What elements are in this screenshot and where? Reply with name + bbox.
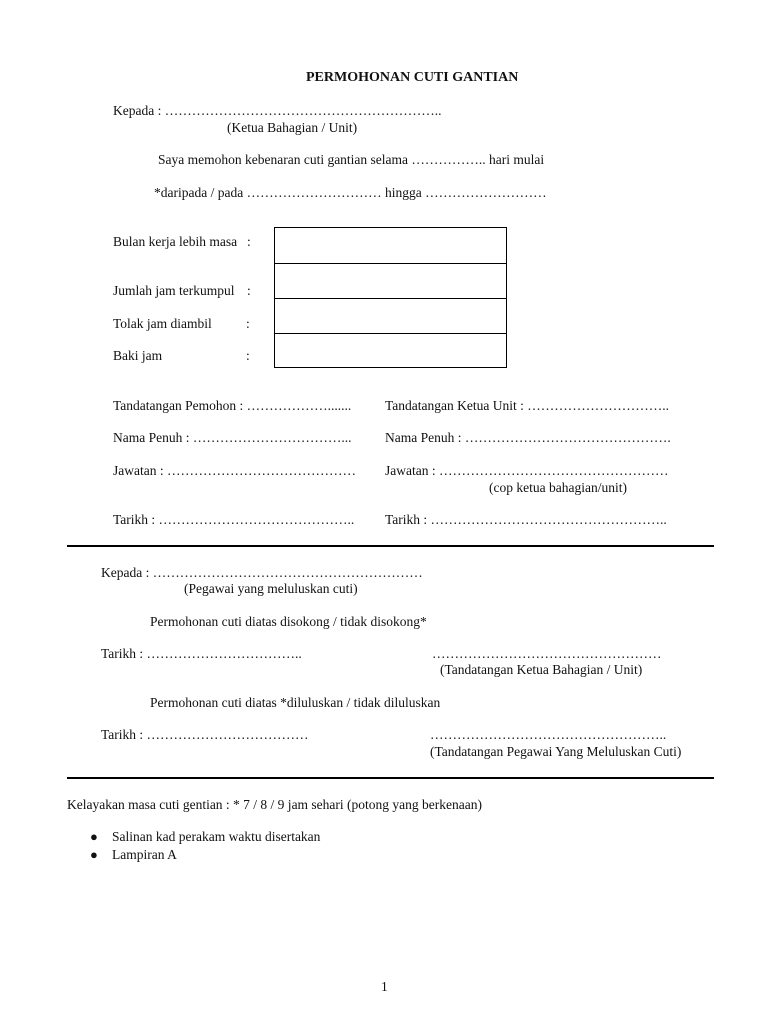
sign-ketua-line: …………………………………………… — [432, 646, 662, 661]
kepada-line: Kepada : …………………………………………………….. — [113, 103, 442, 118]
kepada-pegawai: Kepada : …………………………………………………… — [101, 565, 423, 580]
sign-ketua-note: (Tandatangan Ketua Bahagian / Unit) — [440, 662, 643, 677]
sign-pegawai-note: (Tandatangan Pegawai Yang Meluluskan Cuti) — [430, 744, 682, 759]
bullet-item-salinan: Salinan kad perakam waktu disertakan — [112, 829, 321, 844]
jumlah-jam-box[interactable] — [274, 263, 507, 299]
field-label-bulan: Bulan kerja lebih masa — [113, 234, 238, 249]
tolak-jam-box[interactable] — [274, 298, 507, 334]
field-label-baki: Baki jam — [113, 348, 163, 363]
tarikh-pemohon: Tarikh : …………………………………….. — [113, 512, 355, 527]
bullet-item-lampiran: Lampiran A — [112, 847, 177, 862]
cop-note: (cop ketua bahagian/unit) — [489, 480, 627, 495]
form-title: PERMOHONAN CUTI GANTIAN — [306, 70, 519, 85]
tandatangan-ketua-unit: Tandatangan Ketua Unit : ………………………….. — [385, 398, 670, 413]
kepada-note: (Ketua Bahagian / Unit) — [227, 120, 358, 135]
tandatangan-pemohon: Tandatangan Pemohon : ………………....... — [113, 398, 352, 413]
request-line-2: *daripada / pada ………………………… hingga ……………………… — [154, 185, 547, 200]
request-line-1: Saya memohon kebenaran cuti gantian selama …………….. hari mulai — [158, 152, 545, 167]
lulus-line: Permohonan cuti diatas *diluluskan / tidak diluluskan — [150, 695, 441, 710]
tarikh-sokong: Tarikh : …………………………….. — [101, 646, 302, 661]
baki-jam-box[interactable] — [274, 333, 507, 368]
bulan-kerja-box[interactable] — [274, 227, 507, 264]
tarikh-ketua: Tarikh : …………………………………………….. — [385, 512, 667, 527]
field-label-jumlah: Jumlah jam terkumpul — [113, 283, 235, 298]
field-label-tolak: Tolak jam diambil — [113, 316, 212, 331]
nama-penuh-ketua: Nama Penuh : ………………………………………. — [385, 430, 671, 445]
sign-pegawai-line: …………………………………………….. — [430, 727, 667, 742]
field-colon-baki: : — [246, 348, 250, 363]
bullet-icon: ● — [90, 829, 98, 844]
field-colon-bulan: : — [247, 234, 251, 249]
sokong-line: Permohonan cuti diatas disokong / tidak disokong* — [150, 614, 427, 629]
kelayakan-line: Kelayakan masa cuti gentian : * 7 / 8 / 9 jam sehari (potong yang berkenaan) — [67, 797, 482, 812]
bullet-icon: ● — [90, 847, 98, 862]
jawatan-ketua: Jawatan : …………………………………………… — [385, 463, 669, 478]
jawatan-pemohon: Jawatan : …………………………………… — [113, 463, 356, 478]
field-colon-jumlah: : — [247, 283, 251, 298]
page-number: 1 — [381, 979, 388, 994]
kepada-pegawai-note: (Pegawai yang meluluskan cuti) — [184, 581, 358, 596]
tarikh-lulus: Tarikh : ……………………………… — [101, 727, 309, 742]
field-colon-tolak: : — [246, 316, 250, 331]
section-divider-1 — [67, 545, 714, 547]
section-divider-2 — [67, 777, 714, 779]
nama-penuh-pemohon: Nama Penuh : ……………………………... — [113, 430, 352, 445]
